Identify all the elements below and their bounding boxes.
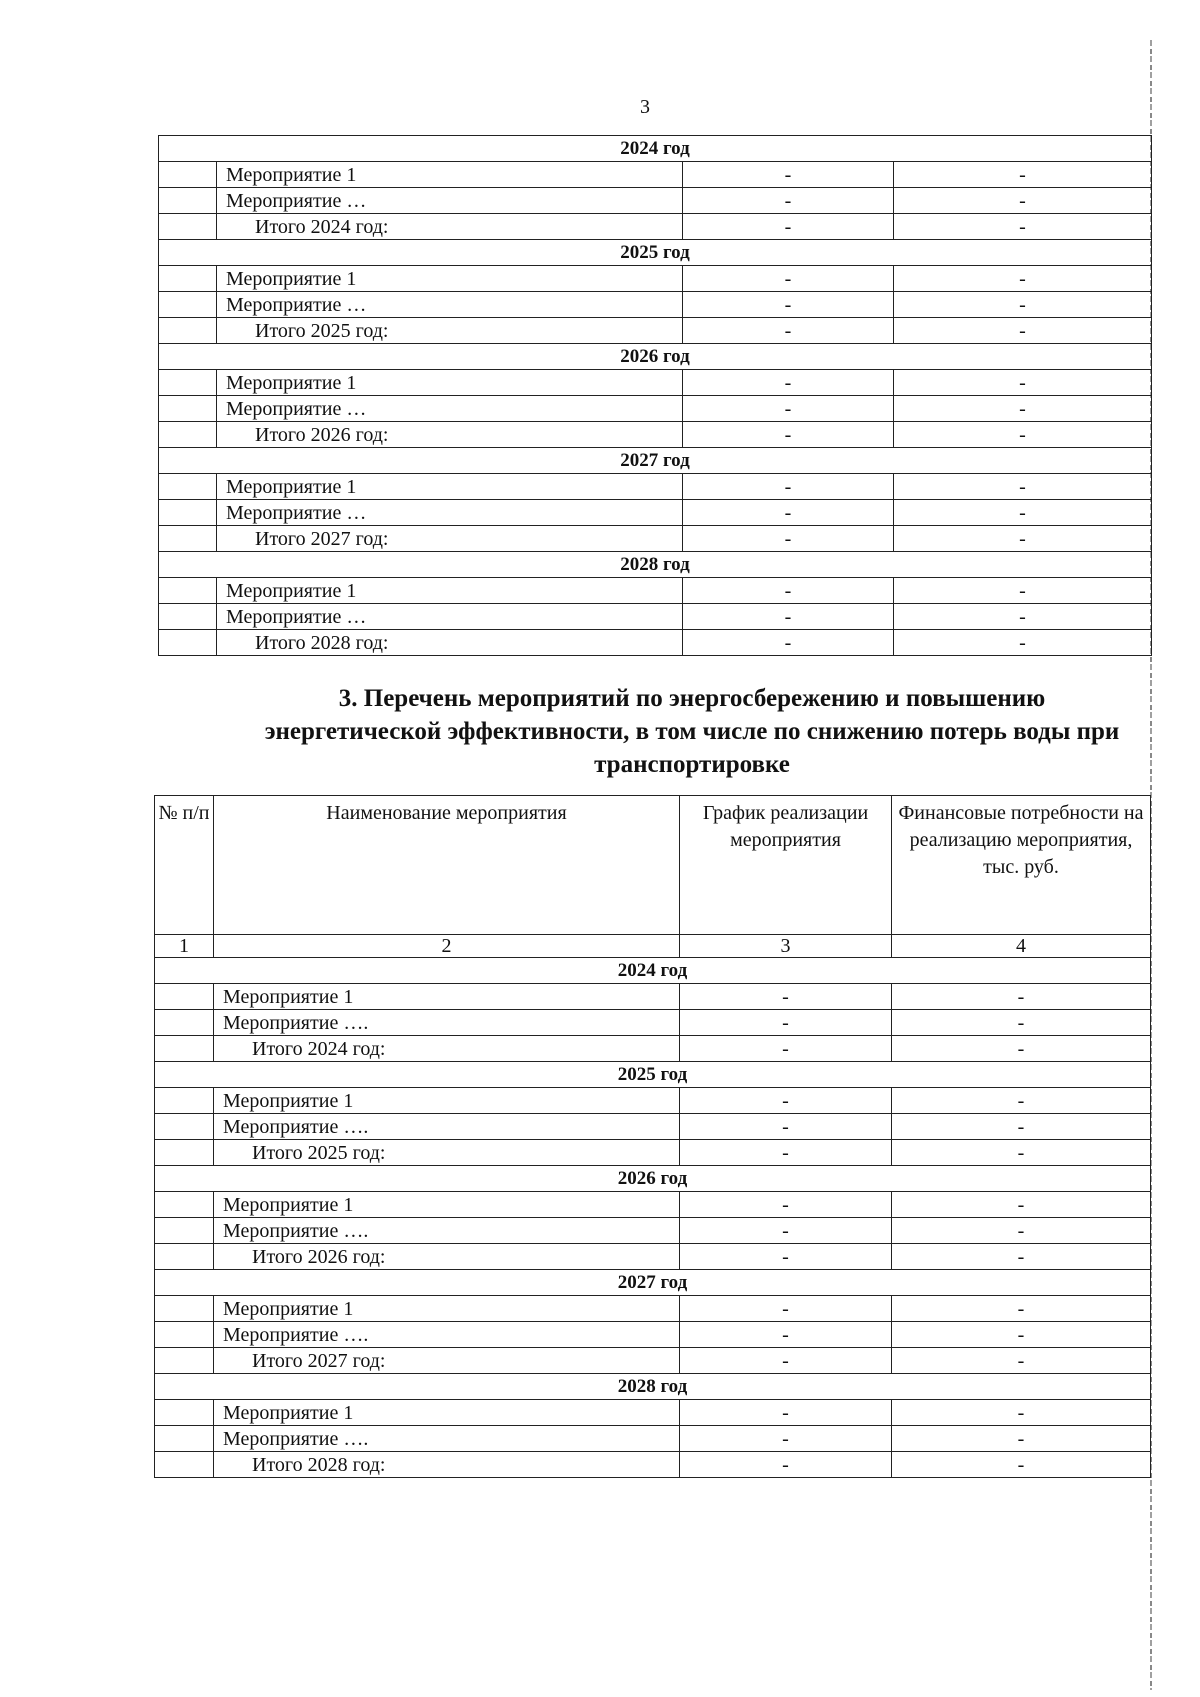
schedule-cell: - <box>680 1322 892 1348</box>
activity-name: Мероприятие … <box>217 500 683 526</box>
year-row <box>155 1270 1151 1296</box>
year-heading: 2025 год <box>159 240 1152 266</box>
row-number-cell <box>155 984 214 1010</box>
row-number-cell <box>155 1114 214 1140</box>
schedule-cell: - <box>680 1218 892 1244</box>
row-number-cell <box>155 1452 214 1478</box>
finance-cell: - <box>892 1192 1151 1218</box>
schedule-cell: - <box>683 292 894 318</box>
total-label: Итого 2027 год: <box>214 1348 680 1374</box>
finance-cell: - <box>892 1296 1151 1322</box>
row-number-cell <box>159 162 217 188</box>
finance-cell: - <box>894 214 1152 240</box>
schedule-cell: - <box>683 396 894 422</box>
activity-row <box>155 984 1151 1010</box>
year-row <box>155 958 1151 984</box>
year-heading: 2028 год <box>159 552 1152 578</box>
schedule-cell: - <box>683 630 894 656</box>
total-label: Итого 2028 год: <box>217 630 683 656</box>
activity-name: Мероприятие … <box>217 292 683 318</box>
activity-name: Мероприятие …. <box>214 1322 680 1348</box>
total-row <box>155 1348 1151 1374</box>
schedule-cell: - <box>683 474 894 500</box>
finance-cell: - <box>892 1088 1151 1114</box>
year-heading: 2028 год <box>155 1374 1151 1400</box>
schedule-cell: - <box>683 422 894 448</box>
year-heading: 2024 год <box>159 136 1152 162</box>
schedule-cell: - <box>680 1010 892 1036</box>
column-number-cell: 4 <box>892 935 1151 958</box>
header-name: Наименование мероприятия <box>214 796 680 935</box>
schedule-cell: - <box>680 1114 892 1140</box>
total-row <box>155 1244 1151 1270</box>
row-number-cell <box>159 370 217 396</box>
finance-cell: - <box>894 630 1152 656</box>
column-number-cell: 2 <box>214 935 680 958</box>
activity-row <box>159 292 1152 318</box>
page-number: 3 <box>640 96 650 118</box>
column-number-cell: 3 <box>680 935 892 958</box>
activity-name: Мероприятие 1 <box>217 578 683 604</box>
schedule-cell: - <box>680 1192 892 1218</box>
year-row <box>159 552 1152 578</box>
row-number-cell <box>159 266 217 292</box>
energy-table-body <box>155 958 1151 1478</box>
schedule-cell: - <box>680 984 892 1010</box>
schedule-cell: - <box>683 500 894 526</box>
activity-row <box>155 1296 1151 1322</box>
total-row <box>155 1452 1151 1478</box>
total-label: Итого 2024 год: <box>217 214 683 240</box>
schedule-cell: - <box>680 1452 892 1478</box>
row-number-cell <box>155 1140 214 1166</box>
row-number-cell <box>155 1244 214 1270</box>
total-label: Итого 2027 год: <box>217 526 683 552</box>
row-number-cell <box>155 1088 214 1114</box>
row-number-cell <box>159 630 217 656</box>
activity-row <box>155 1192 1151 1218</box>
total-label: Итого 2026 год: <box>217 422 683 448</box>
year-row <box>155 1062 1151 1088</box>
activity-name: Мероприятие …. <box>214 1218 680 1244</box>
row-number-cell <box>155 1296 214 1322</box>
finance-cell: - <box>892 1244 1151 1270</box>
row-number-cell <box>155 1010 214 1036</box>
row-number-cell <box>159 292 217 318</box>
row-number-cell <box>159 604 217 630</box>
row-number-cell <box>159 500 217 526</box>
finance-cell: - <box>892 984 1151 1010</box>
schedule-cell: - <box>680 1296 892 1322</box>
activity-row <box>155 1218 1151 1244</box>
total-row <box>155 1140 1151 1166</box>
row-number-cell <box>155 1036 214 1062</box>
finance-cell: - <box>894 266 1152 292</box>
row-number-cell <box>159 188 217 214</box>
finance-cell: - <box>892 1400 1151 1426</box>
activity-row <box>159 396 1152 422</box>
year-heading: 2025 год <box>155 1062 1151 1088</box>
finance-cell: - <box>892 1452 1151 1478</box>
total-row <box>159 422 1152 448</box>
schedule-cell: - <box>683 214 894 240</box>
schedule-cell: - <box>683 526 894 552</box>
year-row <box>159 136 1152 162</box>
total-label: Итого 2025 год: <box>214 1140 680 1166</box>
finance-cell: - <box>894 370 1152 396</box>
activity-name: Мероприятие … <box>217 604 683 630</box>
row-number-cell <box>155 1400 214 1426</box>
activity-row <box>155 1114 1151 1140</box>
activity-name: Мероприятие …. <box>214 1010 680 1036</box>
activity-name: Мероприятие 1 <box>214 1192 680 1218</box>
total-row <box>155 1036 1151 1062</box>
finance-cell: - <box>892 1348 1151 1374</box>
row-number-cell <box>155 1322 214 1348</box>
row-number-cell <box>159 474 217 500</box>
activity-row <box>155 1010 1151 1036</box>
row-number-cell <box>155 1218 214 1244</box>
activity-row <box>159 604 1152 630</box>
schedule-cell: - <box>683 266 894 292</box>
finance-cell: - <box>894 422 1152 448</box>
total-row <box>159 526 1152 552</box>
activity-name: Мероприятие 1 <box>214 984 680 1010</box>
activity-name: Мероприятие 1 <box>217 266 683 292</box>
activity-name: Мероприятие … <box>217 396 683 422</box>
row-number-cell <box>155 1426 214 1452</box>
row-number-cell <box>155 1348 214 1374</box>
total-label: Итого 2025 год: <box>217 318 683 344</box>
schedule-cell: - <box>680 1348 892 1374</box>
finance-cell: - <box>892 1036 1151 1062</box>
activity-row <box>155 1426 1151 1452</box>
total-label: Итого 2028 год: <box>214 1452 680 1478</box>
finance-cell: - <box>894 526 1152 552</box>
activity-name: Мероприятие …. <box>214 1426 680 1452</box>
activity-name: Мероприятие 1 <box>214 1400 680 1426</box>
activity-name: Мероприятие … <box>217 188 683 214</box>
year-row <box>155 1374 1151 1400</box>
column-numbers-row <box>155 935 1151 958</box>
activity-row <box>155 1088 1151 1114</box>
header-number: № п/п <box>155 796 214 935</box>
finance-cell: - <box>894 474 1152 500</box>
total-row <box>159 214 1152 240</box>
row-number-cell <box>155 1192 214 1218</box>
schedule-cell: - <box>683 318 894 344</box>
activities-table-section-2 <box>158 135 1152 656</box>
row-number-cell <box>159 318 217 344</box>
schedule-cell: - <box>680 1426 892 1452</box>
finance-cell: - <box>894 318 1152 344</box>
activity-row <box>159 500 1152 526</box>
activity-name: Мероприятие 1 <box>214 1296 680 1322</box>
year-row <box>159 344 1152 370</box>
row-number-cell <box>159 526 217 552</box>
year-heading: 2024 год <box>155 958 1151 984</box>
schedule-cell: - <box>680 1088 892 1114</box>
total-row <box>159 630 1152 656</box>
year-row <box>159 448 1152 474</box>
schedule-cell: - <box>683 188 894 214</box>
activity-name: Мероприятие 1 <box>217 162 683 188</box>
finance-cell: - <box>894 604 1152 630</box>
schedule-cell: - <box>680 1244 892 1270</box>
total-label: Итого 2024 год: <box>214 1036 680 1062</box>
activity-row <box>159 370 1152 396</box>
activity-name: Мероприятие 1 <box>217 370 683 396</box>
finance-cell: - <box>894 162 1152 188</box>
finance-cell: - <box>892 1114 1151 1140</box>
schedule-cell: - <box>680 1140 892 1166</box>
year-heading: 2026 год <box>155 1166 1151 1192</box>
row-number-cell <box>159 422 217 448</box>
activity-row <box>159 266 1152 292</box>
finance-cell: - <box>892 1140 1151 1166</box>
section-3-heading: 3. Перечень мероприятий по энергосбережению и повышению энергетической эффективности, в том числе по снижению потерь воды при транспортировке <box>264 685 1120 778</box>
schedule-cell: - <box>683 370 894 396</box>
year-heading: 2027 год <box>159 448 1152 474</box>
finance-cell: - <box>894 188 1152 214</box>
table-header-row <box>155 796 1151 935</box>
finance-cell: - <box>894 396 1152 422</box>
year-heading: 2026 год <box>159 344 1152 370</box>
schedule-cell: - <box>680 1036 892 1062</box>
activity-row <box>155 1322 1151 1348</box>
activity-name: Мероприятие …. <box>214 1114 680 1140</box>
finance-cell: - <box>894 500 1152 526</box>
schedule-cell: - <box>680 1400 892 1426</box>
finance-cell: - <box>892 1010 1151 1036</box>
schedule-cell: - <box>683 578 894 604</box>
year-row <box>159 240 1152 266</box>
activity-row <box>159 162 1152 188</box>
activities-table-body <box>159 136 1152 656</box>
schedule-cell: - <box>683 162 894 188</box>
activity-row <box>155 1400 1151 1426</box>
finance-cell: - <box>894 292 1152 318</box>
activity-row <box>159 578 1152 604</box>
activity-name: Мероприятие 1 <box>217 474 683 500</box>
row-number-cell <box>159 396 217 422</box>
header-schedule: График реализации мероприятия <box>680 796 892 935</box>
header-finance: Финансовые потребности на реализацию мероприятия, тыс. руб. <box>892 796 1151 935</box>
year-heading: 2027 год <box>155 1270 1151 1296</box>
energy-saving-activities-table <box>154 795 1151 1478</box>
row-number-cell <box>159 578 217 604</box>
finance-cell: - <box>892 1322 1151 1348</box>
finance-cell: - <box>892 1426 1151 1452</box>
finance-cell: - <box>894 578 1152 604</box>
schedule-cell: - <box>683 604 894 630</box>
year-row <box>155 1166 1151 1192</box>
finance-cell: - <box>892 1218 1151 1244</box>
total-label: Итого 2026 год: <box>214 1244 680 1270</box>
row-number-cell <box>159 214 217 240</box>
total-row <box>159 318 1152 344</box>
activity-name: Мероприятие 1 <box>214 1088 680 1114</box>
column-number-cell: 1 <box>155 935 214 958</box>
activity-row <box>159 188 1152 214</box>
activity-row <box>159 474 1152 500</box>
